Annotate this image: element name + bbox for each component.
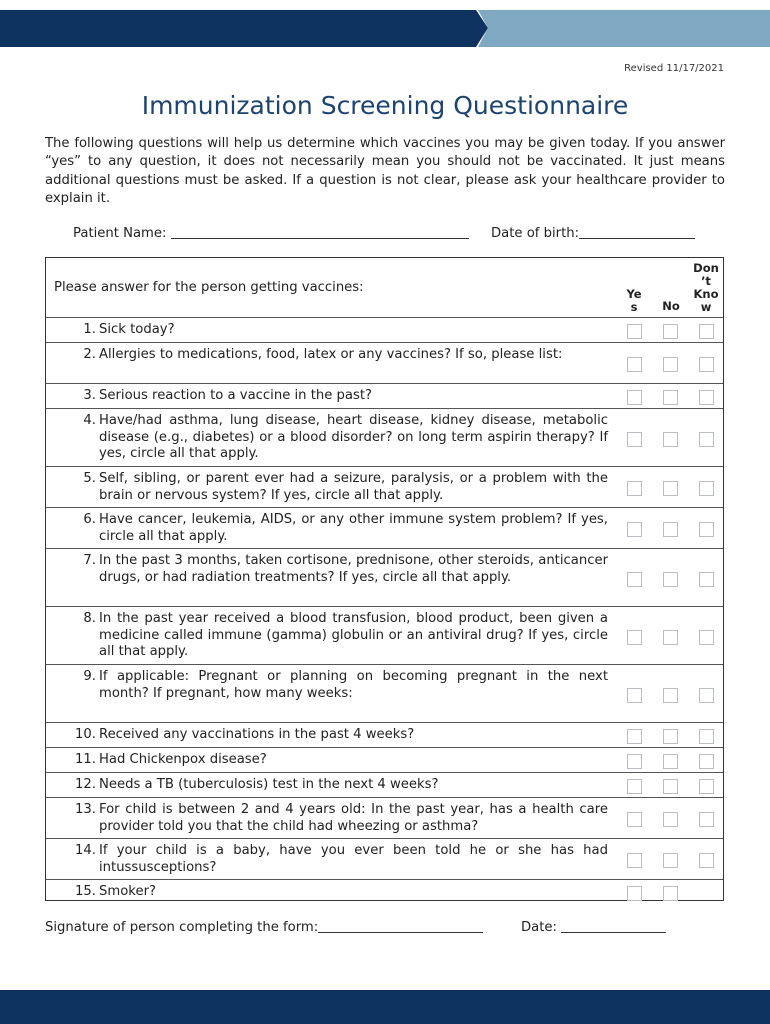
dont-know-checkbox[interactable] [699, 324, 714, 339]
yes-checkbox[interactable] [627, 572, 642, 587]
column-header-no: No [662, 299, 680, 313]
question-text: Sick today? [99, 322, 175, 337]
no-checkbox[interactable] [663, 522, 678, 537]
question-text: Have cancer, leukemia, AIDS, or any other immune system problem? If yes, circle all that apply. [99, 512, 608, 544]
dont-know-checkbox[interactable] [699, 630, 714, 645]
no-checkbox[interactable] [663, 324, 678, 339]
question-number: 14. [75, 843, 96, 858]
question-text: Needs a TB (tuberculosis) test in the next 4 weeks? [99, 777, 439, 792]
question-text: If your child is a baby, have you ever been told he or she has had intussusceptions? [99, 843, 608, 875]
question-text: If applicable: Pregnant or planning on becoming pregnant in the next month? If pregnant, how many weeks: [99, 669, 608, 701]
question-row [46, 773, 723, 798]
date-of-birth-blank[interactable] [579, 224, 695, 239]
question-number: 11. [75, 752, 96, 767]
dont-know-checkbox[interactable] [699, 390, 714, 405]
yes-checkbox[interactable] [627, 886, 642, 901]
question-text: Received any vaccinations in the past 4 weeks? [99, 727, 415, 742]
yes-checkbox[interactable] [627, 812, 642, 827]
no-checkbox[interactable] [663, 729, 678, 744]
dont-know-checkbox[interactable] [699, 779, 714, 794]
question-row [46, 880, 723, 905]
question-number: 8. [83, 611, 96, 626]
patient-name-label: Patient Name: [73, 226, 167, 241]
dont-know-checkbox[interactable] [699, 357, 714, 372]
question-text: Serious reaction to a vaccine in the past? [99, 388, 373, 403]
no-checkbox[interactable] [663, 886, 678, 901]
yes-checkbox[interactable] [627, 432, 642, 447]
question-text: Have/had asthma, lung disease, heart disease, kidney disease, metabolic disease (e.g., diabetes) or a blood disorder? on long term aspirin therapy? If yes, circle all that apply. [99, 413, 608, 462]
no-checkbox[interactable] [663, 572, 678, 587]
patient-name-blank[interactable] [171, 224, 469, 239]
yes-checkbox[interactable] [627, 630, 642, 645]
column-header-dont-know: Don ’t Kno w [693, 261, 719, 314]
top-banner [0, 10, 770, 47]
question-number: 1. [83, 322, 96, 337]
question-number: 15. [75, 884, 96, 899]
question-row [46, 748, 723, 773]
question-row [46, 343, 723, 384]
question-row [46, 508, 723, 549]
question-row [46, 384, 723, 409]
bottom-banner [0, 990, 770, 1024]
no-checkbox[interactable] [663, 688, 678, 703]
signature-field[interactable] [45, 918, 483, 935]
question-number: 6. [83, 512, 96, 527]
question-number: 12. [75, 777, 96, 792]
question-number: 13. [75, 802, 96, 817]
date-of-birth-field[interactable] [491, 224, 695, 241]
question-number: 2. [83, 347, 96, 362]
dont-know-checkbox[interactable] [699, 754, 714, 769]
no-checkbox[interactable] [663, 481, 678, 496]
yes-checkbox[interactable] [627, 729, 642, 744]
question-text: For child is between 2 and 4 years old: In the past year, has a health care provider told you that the child had wheezing or asthma? [99, 802, 608, 834]
dont-know-checkbox[interactable] [699, 522, 714, 537]
question-row [46, 665, 723, 723]
dont-know-checkbox[interactable] [699, 572, 714, 587]
question-number: 7. [83, 553, 96, 568]
question-row [46, 467, 723, 508]
yes-checkbox[interactable] [627, 853, 642, 868]
yes-checkbox[interactable] [627, 522, 642, 537]
yes-checkbox[interactable] [627, 481, 642, 496]
yes-checkbox[interactable] [627, 779, 642, 794]
question-row [46, 409, 723, 467]
patient-name-field[interactable] [73, 224, 469, 241]
no-checkbox[interactable] [663, 779, 678, 794]
yes-checkbox[interactable] [627, 357, 642, 372]
date-blank[interactable] [561, 918, 666, 933]
no-checkbox[interactable] [663, 432, 678, 447]
dont-know-checkbox[interactable] [699, 853, 714, 868]
question-row [46, 318, 723, 343]
question-number: 3. [83, 388, 96, 403]
question-number: 10. [75, 727, 96, 742]
question-row [46, 549, 723, 607]
question-number: 9. [83, 669, 96, 684]
question-number: 4. [83, 413, 96, 428]
yes-checkbox[interactable] [627, 688, 642, 703]
yes-checkbox[interactable] [627, 324, 642, 339]
dont-know-checkbox[interactable] [699, 729, 714, 744]
question-row [46, 607, 723, 665]
page-title: Immunization Screening Questionnaire [141, 91, 629, 120]
questions-table [45, 257, 724, 901]
top-banner-light-segment [478, 10, 770, 47]
no-checkbox[interactable] [663, 630, 678, 645]
question-text: Self, sibling, or parent ever had a seizure, paralysis, or a problem with the brain or nervous system? If yes, circle all that apply. [99, 471, 608, 503]
no-checkbox[interactable] [663, 390, 678, 405]
yes-checkbox[interactable] [627, 754, 642, 769]
no-checkbox[interactable] [663, 812, 678, 827]
question-row [46, 798, 723, 839]
revised-date: Revised 11/17/2021 [624, 63, 724, 74]
question-text: Allergies to medications, food, latex or any vaccines? If so, please list: [99, 347, 563, 362]
question-text: Smoker? [99, 884, 156, 899]
date-label: Date: [521, 920, 557, 935]
table-header [46, 258, 723, 318]
question-row [46, 839, 723, 880]
question-text: Had Chickenpox disease? [99, 752, 267, 767]
intro-paragraph: The following questions will help us determine which vaccines you may be given today. If you answer “yes” to any question, it does not necessarily mean you should not be vaccinated. It just means additional questions must be asked. If a question is not clear, please ask your healthcare provider to explain it. [45, 136, 725, 206]
column-header-yes: Ye s [626, 287, 642, 314]
signature-label: Signature of person completing the form: [45, 920, 319, 935]
top-banner-dark-segment [0, 10, 488, 47]
dont-know-checkbox[interactable] [699, 432, 714, 447]
question-text: In the past 3 months, taken cortisone, prednisone, other steroids, anticancer drugs, or had radiation treatments? If yes, circle all that apply. [99, 553, 608, 585]
no-checkbox[interactable] [663, 754, 678, 769]
date-of-birth-label: Date of birth: [491, 226, 580, 241]
question-row [46, 723, 723, 748]
question-number: 5. [83, 471, 96, 486]
table-prompt: Please answer for the person getting vaccines: [54, 280, 364, 295]
no-checkbox[interactable] [663, 853, 678, 868]
dont-know-checkbox[interactable] [699, 481, 714, 496]
yes-checkbox[interactable] [627, 390, 642, 405]
dont-know-checkbox[interactable] [699, 812, 714, 827]
no-checkbox[interactable] [663, 357, 678, 372]
date-field[interactable] [521, 918, 666, 935]
signature-blank[interactable] [318, 918, 483, 933]
dont-know-checkbox[interactable] [699, 688, 714, 703]
question-text: In the past year received a blood transfusion, blood product, been given a medicine called immune (gamma) globulin or an antiviral drug? If yes, circle all that apply. [99, 611, 608, 660]
